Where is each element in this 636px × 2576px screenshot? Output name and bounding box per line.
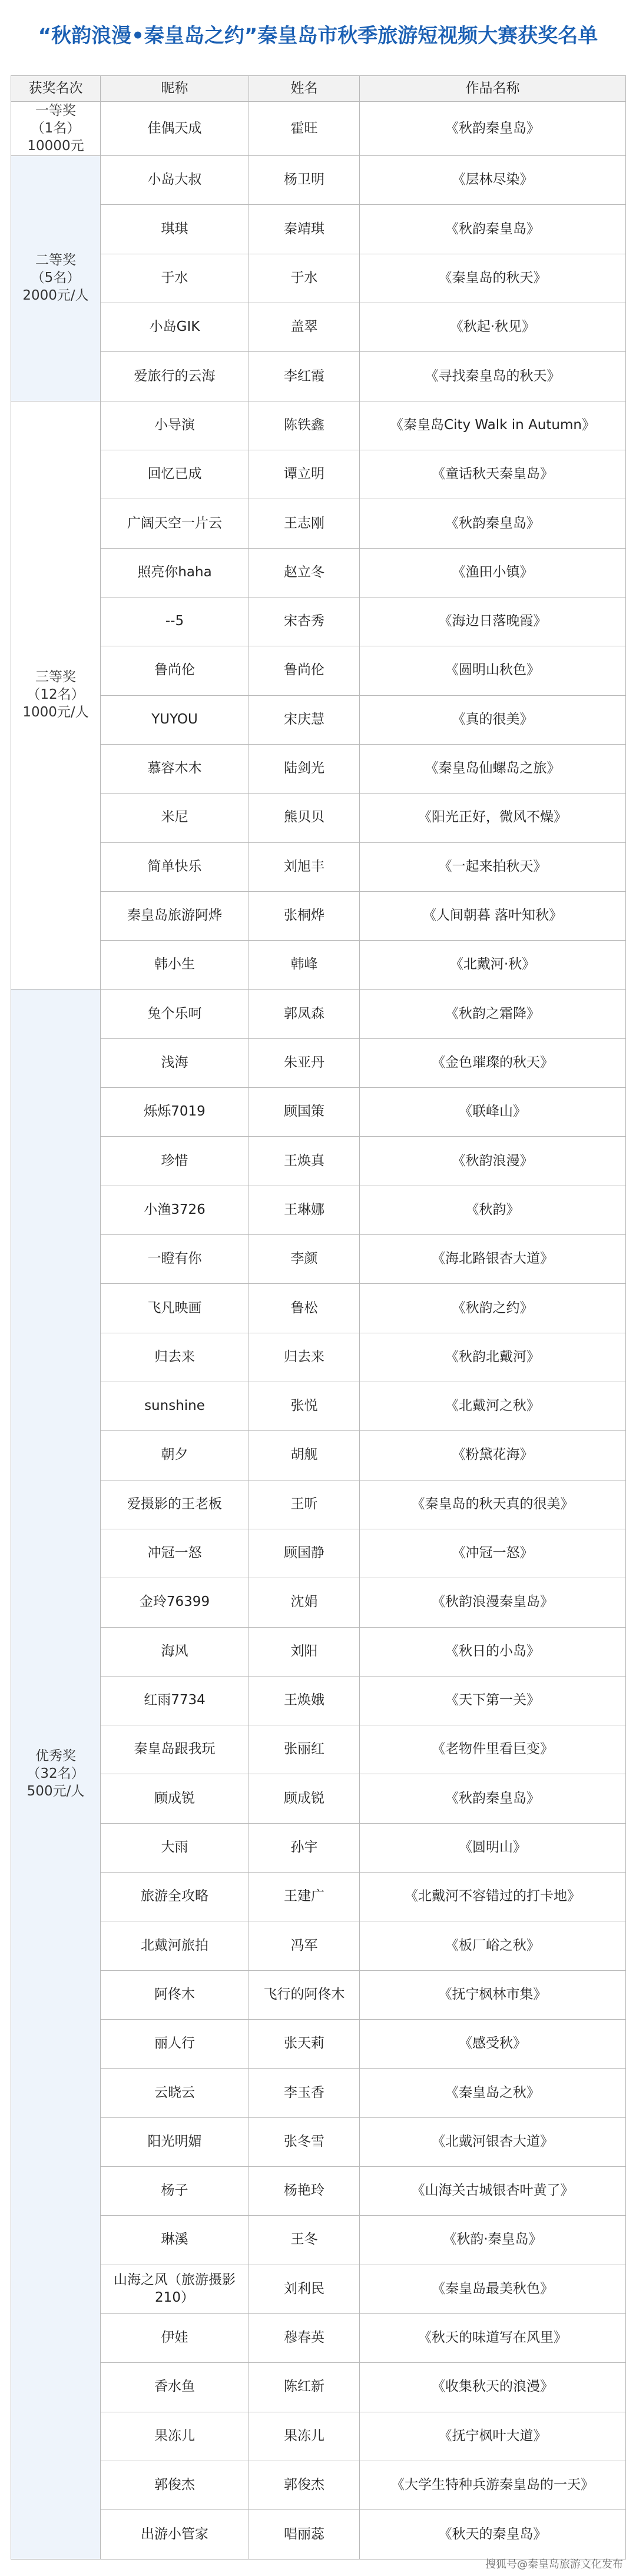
- header-work: 作品名称: [360, 76, 626, 102]
- page-title: “秋韵浪漫•秦皇岛之约”秦皇岛市秋季旅游短视频大赛获奖名单: [38, 24, 598, 48]
- header-nickname: 昵称: [101, 76, 249, 102]
- table-row: [11, 2117, 626, 2166]
- work-cell: 《秋韵浪漫秦皇岛》: [360, 1578, 626, 1627]
- table-row: [11, 1774, 626, 1823]
- prize-line: （5名）: [31, 270, 81, 286]
- nickname-cell: YUYOU: [101, 695, 249, 744]
- name-cell: 顾国静: [249, 1529, 360, 1578]
- nickname-cell: 慕容木木: [101, 744, 249, 793]
- work-cell: 《人间朝暮 落叶知秋》: [360, 891, 626, 940]
- name-cell: 陆剑光: [249, 744, 360, 793]
- work-cell: 《联峰山》: [360, 1088, 626, 1137]
- nickname-cell: sunshine: [101, 1382, 249, 1430]
- work-cell: 《秦皇岛之秋》: [360, 2069, 626, 2117]
- name-cell: 王昕: [249, 1480, 360, 1529]
- work-cell: 《层林尽染》: [360, 156, 626, 205]
- table-row: [11, 1676, 626, 1725]
- table-row: [11, 1284, 626, 1333]
- work-cell: 《秦皇岛City Walk in Autumn》: [360, 401, 626, 450]
- table-row: [11, 1235, 626, 1284]
- name-cell: 王焕真: [249, 1137, 360, 1186]
- work-cell: 《秦皇岛的秋天真的很美》: [360, 1480, 626, 1529]
- nickname-cell: 海风: [101, 1627, 249, 1676]
- nickname-cell: 朝夕: [101, 1431, 249, 1480]
- name-cell: 胡舰: [249, 1431, 360, 1480]
- work-cell: 《秋韵秦皇岛》: [360, 102, 626, 156]
- name-cell: 张丽红: [249, 1725, 360, 1774]
- table-row: [11, 450, 626, 499]
- table-row: [11, 2363, 626, 2412]
- work-cell: 《秋韵之约》: [360, 1284, 626, 1333]
- name-cell: 孙宇: [249, 1823, 360, 1872]
- table-row: [11, 2069, 626, 2117]
- table-row: [11, 156, 626, 205]
- work-cell: 《大学生特种兵游秦皇岛的一天》: [360, 2461, 626, 2509]
- work-cell: 《秋韵北戴河》: [360, 1333, 626, 1382]
- name-cell: 王琳娜: [249, 1186, 360, 1234]
- work-cell: 《秋起·秋见》: [360, 303, 626, 352]
- table-row: [11, 2412, 626, 2461]
- nickname-cell: 归去来: [101, 1333, 249, 1382]
- table-row: [11, 1627, 626, 1676]
- work-cell: 《圆明山秋色》: [360, 646, 626, 695]
- nickname-cell: 爱摄影的王老板: [101, 1480, 249, 1529]
- work-cell: 《秦皇岛的秋天》: [360, 254, 626, 303]
- table-row: [11, 1921, 626, 1970]
- name-cell: 刘阳: [249, 1627, 360, 1676]
- name-cell: 沈娟: [249, 1578, 360, 1627]
- nickname-cell: 阳光明媚: [101, 2117, 249, 2166]
- nickname-cell: 丽人行: [101, 2020, 249, 2069]
- name-cell: 霍旺: [249, 102, 360, 156]
- work-cell: 《金色璀璨的秋天》: [360, 1038, 626, 1087]
- nickname-cell: 大雨: [101, 1823, 249, 1872]
- table-row: [11, 1873, 626, 1921]
- table-row: [11, 1186, 626, 1234]
- name-cell: 王建广: [249, 1873, 360, 1921]
- name-cell: 飞行的阿佟木: [249, 1970, 360, 2019]
- table-row: [11, 1088, 626, 1137]
- name-cell: 李颜: [249, 1235, 360, 1284]
- nickname-cell: 一瞪有你: [101, 1235, 249, 1284]
- name-cell: 穆春英: [249, 2313, 360, 2362]
- table-row: [11, 352, 626, 401]
- name-cell: 盖翠: [249, 303, 360, 352]
- prize-line: （12名）: [26, 687, 85, 703]
- nickname-cell: 简单快乐: [101, 842, 249, 891]
- nickname-cell: 浅海: [101, 1038, 249, 1087]
- nickname-cell: 金玲76399: [101, 1578, 249, 1627]
- nickname-cell: 佳偶天成: [101, 102, 249, 156]
- prize-line: 1000元/人: [22, 705, 89, 720]
- nickname-cell: 小导演: [101, 401, 249, 450]
- name-cell: 杨艳玲: [249, 2166, 360, 2215]
- table-row: [11, 941, 626, 990]
- table-row: [11, 2265, 626, 2313]
- work-cell: 《秋韵浪漫》: [360, 1137, 626, 1186]
- name-cell: 顾国策: [249, 1088, 360, 1137]
- work-cell: 《秦皇岛仙螺岛之旅》: [360, 744, 626, 793]
- table-row: [11, 842, 626, 891]
- nickname-cell: 秦皇岛跟我玩: [101, 1725, 249, 1774]
- name-cell: 谭立明: [249, 450, 360, 499]
- nickname-cell: 于水: [101, 254, 249, 303]
- work-cell: 《秋日的小岛》: [360, 1627, 626, 1676]
- prize-line: （1名）: [31, 120, 81, 136]
- name-cell: 王志刚: [249, 499, 360, 548]
- table-header-row: [11, 76, 626, 102]
- table-row: [11, 744, 626, 793]
- nickname-cell: 烁烁7019: [101, 1088, 249, 1137]
- work-cell: 《板厂峪之秋》: [360, 1921, 626, 1970]
- nickname-cell: 珍惜: [101, 1137, 249, 1186]
- name-cell: 熊贝贝: [249, 794, 360, 842]
- nickname-cell: 冲冠一怒: [101, 1529, 249, 1578]
- header-name: 姓名: [249, 76, 360, 102]
- table-row: [11, 891, 626, 940]
- nickname-cell: 韩小生: [101, 941, 249, 990]
- work-cell: 《北戴河·秋》: [360, 941, 626, 990]
- prize-line: 500元/人: [26, 1784, 85, 1800]
- nickname-cell: 出游小管家: [101, 2510, 249, 2560]
- nickname-cell: 阿佟木: [101, 1970, 249, 2019]
- prize-line: 优秀奖: [35, 1748, 76, 1764]
- name-cell: 于水: [249, 254, 360, 303]
- table-row: [11, 1137, 626, 1186]
- work-cell: 《秋天的味道写在风里》: [360, 2313, 626, 2362]
- nickname-cell: 小岛GIK: [101, 303, 249, 352]
- name-cell: 李玉香: [249, 2069, 360, 2117]
- nickname-cell: 琳溪: [101, 2216, 249, 2265]
- name-cell: 郭凤森: [249, 990, 360, 1038]
- work-cell: 《天下第一关》: [360, 1676, 626, 1725]
- table-row: [11, 548, 626, 597]
- table-row: [11, 695, 626, 744]
- table-row: [11, 1725, 626, 1774]
- name-cell: 张桐烨: [249, 891, 360, 940]
- work-cell: 《秋韵秦皇岛》: [360, 499, 626, 548]
- name-cell: 李红霞: [249, 352, 360, 401]
- name-cell: 张冬雪: [249, 2117, 360, 2166]
- table-row: [11, 1578, 626, 1627]
- nickname-cell: 小岛大叔: [101, 156, 249, 205]
- prize-cell: [11, 156, 101, 401]
- work-cell: 《秋韵·秦皇岛》: [360, 2216, 626, 2265]
- nickname-cell: 云晓云: [101, 2069, 249, 2117]
- nickname-cell: 郭俊杰: [101, 2461, 249, 2509]
- name-cell: 杨卫明: [249, 156, 360, 205]
- name-cell: 韩峰: [249, 941, 360, 990]
- work-cell: 《北戴河银杏大道》: [360, 2117, 626, 2166]
- nickname-cell: 飞凡映画: [101, 1284, 249, 1333]
- work-cell: 《秋韵之霜降》: [360, 990, 626, 1038]
- work-cell: 《阳光正好，微风不燥》: [360, 794, 626, 842]
- work-cell: 《海边日落晚霞》: [360, 597, 626, 646]
- table-row: [11, 254, 626, 303]
- nickname-cell: 兔个乐呵: [101, 990, 249, 1038]
- prize-line: 一等奖: [35, 102, 76, 118]
- nickname-cell: 伊娃: [101, 2313, 249, 2362]
- prize-cell: [11, 102, 101, 156]
- nickname-cell: 果冻儿: [101, 2412, 249, 2461]
- nickname-cell: 旅游全攻略: [101, 1873, 249, 1921]
- nickname-cell: 米尼: [101, 794, 249, 842]
- table-row: [11, 646, 626, 695]
- name-cell: 郭俊杰: [249, 2461, 360, 2509]
- table-row: [11, 1823, 626, 1872]
- table-row: [11, 990, 626, 1038]
- nickname-cell: 广阔天空一片云: [101, 499, 249, 548]
- table-row: [11, 1529, 626, 1578]
- nickname-cell: 琪琪: [101, 205, 249, 254]
- table-row: [11, 2166, 626, 2215]
- work-cell: 《秋韵秦皇岛》: [360, 1774, 626, 1823]
- nickname-cell: 秦皇岛旅游阿烨: [101, 891, 249, 940]
- prize-line: 三等奖: [35, 669, 76, 685]
- prize-line: 2000元/人: [22, 287, 89, 303]
- work-cell: 《收集秋天的浪漫》: [360, 2363, 626, 2412]
- work-cell: 《秋天的秦皇岛》: [360, 2510, 626, 2560]
- table-row: [11, 597, 626, 646]
- table-row: [11, 1333, 626, 1382]
- prize-cell: [11, 990, 101, 2560]
- table-row: [11, 2020, 626, 2069]
- table-row: [11, 1382, 626, 1430]
- work-cell: 《寻找秦皇岛的秋天》: [360, 352, 626, 401]
- nickname-cell: 香水鱼: [101, 2363, 249, 2412]
- prize-line: 10000元: [27, 138, 84, 154]
- name-cell: 陈红新: [249, 2363, 360, 2412]
- table-body: [11, 102, 626, 2560]
- work-cell: 《海北路银杏大道》: [360, 1235, 626, 1284]
- name-cell: 冯军: [249, 1921, 360, 1970]
- nickname-cell: 顾成锐: [101, 1774, 249, 1823]
- work-cell: 《真的很美》: [360, 695, 626, 744]
- name-cell: 刘旭丰: [249, 842, 360, 891]
- nickname-cell: 照亮你haha: [101, 548, 249, 597]
- name-cell: 宋杏秀: [249, 597, 360, 646]
- header-prize: 获奖名次: [11, 76, 101, 102]
- work-cell: 《渔田小镇》: [360, 548, 626, 597]
- work-cell: 《北戴河之秋》: [360, 1382, 626, 1430]
- prize-cell: [11, 401, 101, 990]
- work-cell: 《秋韵》: [360, 1186, 626, 1234]
- work-cell: 《北戴河不容错过的打卡地》: [360, 1873, 626, 1921]
- name-cell: 果冻儿: [249, 2412, 360, 2461]
- nickname-cell: 小渔3726: [101, 1186, 249, 1234]
- name-cell: 鲁松: [249, 1284, 360, 1333]
- table-row: [11, 1480, 626, 1529]
- name-cell: 王冬: [249, 2216, 360, 2265]
- work-cell: 《冲冠一怒》: [360, 1529, 626, 1578]
- table-row: [11, 401, 626, 450]
- work-cell: 《粉黛花海》: [360, 1431, 626, 1480]
- table-row: [11, 205, 626, 254]
- name-cell: 鲁尚伦: [249, 646, 360, 695]
- work-cell: 《秋韵秦皇岛》: [360, 205, 626, 254]
- name-cell: 王焕娥: [249, 1676, 360, 1725]
- work-cell: 《秦皇岛最美秋色》: [360, 2265, 626, 2313]
- nickname-cell: --5: [101, 597, 249, 646]
- name-cell: 宋庆慧: [249, 695, 360, 744]
- name-cell: 陈铁鑫: [249, 401, 360, 450]
- work-cell: 《童话秋天秦皇岛》: [360, 450, 626, 499]
- name-cell: 归去来: [249, 1333, 360, 1382]
- name-cell: 刘利民: [249, 2265, 360, 2313]
- name-cell: 顾成锐: [249, 1774, 360, 1823]
- table-row: [11, 303, 626, 352]
- nickname-cell: 北戴河旅拍: [101, 1921, 249, 1970]
- name-cell: 张天莉: [249, 2020, 360, 2069]
- table-row: [11, 102, 626, 156]
- work-cell: 《抚宁枫叶大道》: [360, 2412, 626, 2461]
- watermark: 搜狐号@秦皇岛旅游文化发布: [485, 2558, 623, 2571]
- winners-table: [11, 75, 626, 2560]
- prize-line: 二等奖: [35, 253, 76, 268]
- work-cell: 《山海关古城银杏叶黄了》: [360, 2166, 626, 2215]
- nickname-cell: 爱旅行的云海: [101, 352, 249, 401]
- work-cell: 《圆明山》: [360, 1823, 626, 1872]
- table-row: [11, 499, 626, 548]
- table-row: [11, 794, 626, 842]
- table-row: [11, 1431, 626, 1480]
- work-cell: 《一起来拍秋天》: [360, 842, 626, 891]
- table-row: [11, 2461, 626, 2509]
- name-cell: 朱亚丹: [249, 1038, 360, 1087]
- table-row: [11, 1970, 626, 2019]
- work-cell: 《抚宁枫林市集》: [360, 1970, 626, 2019]
- prize-line: （32名）: [26, 1766, 85, 1782]
- nickname-cell: 鲁尚伦: [101, 646, 249, 695]
- table-row: [11, 2313, 626, 2362]
- table-row: [11, 2510, 626, 2560]
- work-cell: 《感受秋》: [360, 2020, 626, 2069]
- nickname-cell: 回忆已成: [101, 450, 249, 499]
- name-cell: 唱丽蕊: [249, 2510, 360, 2560]
- name-cell: 秦靖琪: [249, 205, 360, 254]
- table-row: [11, 1038, 626, 1087]
- name-cell: 赵立冬: [249, 548, 360, 597]
- nickname-cell: 红雨7734: [101, 1676, 249, 1725]
- name-cell: 张悦: [249, 1382, 360, 1430]
- nickname-cell: 杨子: [101, 2166, 249, 2215]
- table-row: [11, 2216, 626, 2265]
- nickname-cell: 山海之风（旅游摄影210）: [101, 2265, 249, 2313]
- work-cell: 《老物件里看巨变》: [360, 1725, 626, 1774]
